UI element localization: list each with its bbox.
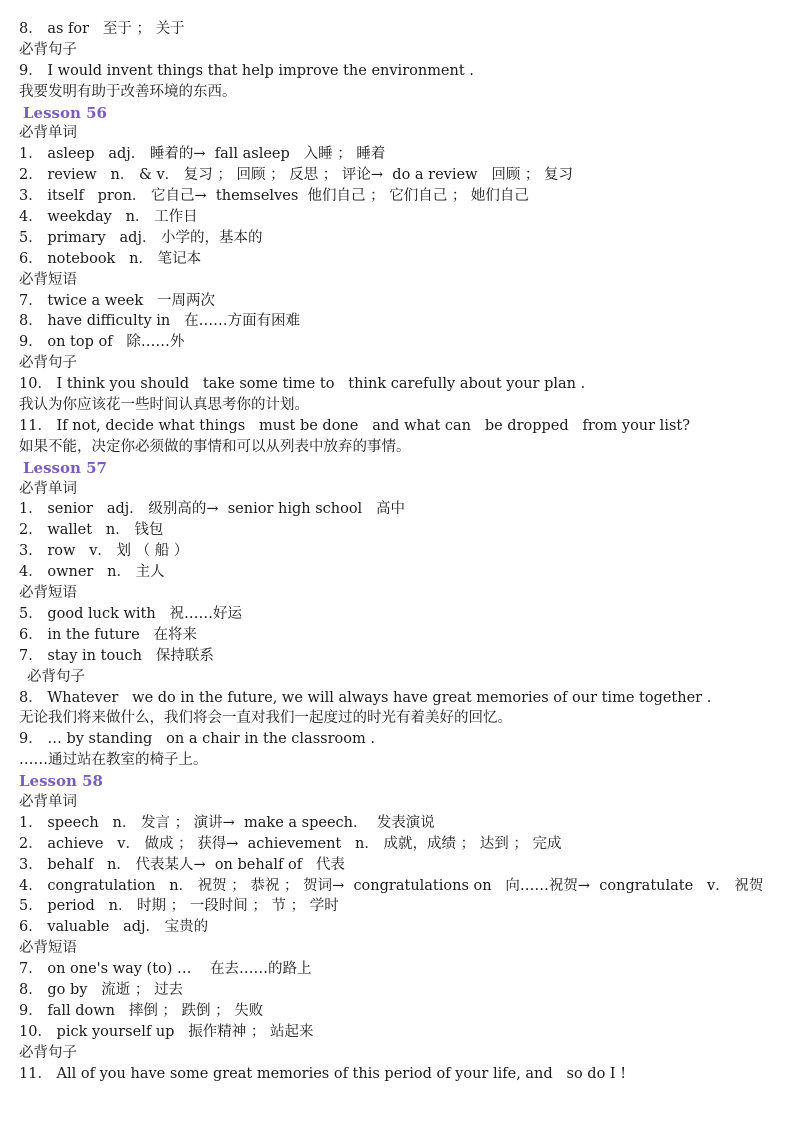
text-line: 3． row v． 划 （ 船 ） [19,543,189,560]
text-line: 2． achieve v． 做成 ； 获得→ achievement n． 成就，成绩 ； 达到 ； 完成 [19,835,562,852]
section-heading: 必背句子 [19,1044,77,1061]
text-line: 8． go by 流逝 ； 过去 [19,981,183,998]
text-line: 4． owner n． 主人 [19,564,165,581]
text-line: 8． as for 至于 ； 关于 [19,21,185,37]
text-line: 2． wallet n． 钱包 [19,522,164,539]
section-heading: 必背单词 [19,125,77,142]
text-line: 9． … by standing on a chair in the classroom . [19,731,375,748]
section-heading: 必背句子 [19,41,77,58]
section-heading: 必背短语 [19,585,77,602]
text-line: 4． congratulation n． 祝贺 ； 恭祝 ； 贺词→ congratulations on 向……祝贺→ congratulate v． 祝贺 [19,877,764,894]
text-line: 8． Whatever we do in the future, we will always have great memories of our time together . [19,689,712,706]
document-body [19,19,782,1084]
text-line: 5． period n． 时期 ； 一段时间 ； 节 ； 学时 [19,898,339,915]
text-line: 7． twice a week 一周两次 [19,292,215,309]
text-line: 11． If not, decide what things must be done and what can be dropped from your list? [19,417,691,434]
text-line: 4． weekday n． 工作日 [19,209,198,226]
text-line: 无论我们将来做什么，我们将会一直对我们一起度过的时光有着美好的回忆。 [19,710,512,727]
section-heading: 必背短语 [19,271,77,288]
text-line: 9． I would invent things that help improve the environment . [19,62,474,79]
text-line: 我要发明有助于改善环境的东西。 [19,83,237,100]
text-line: ……通过站在教室的椅子上。 [19,752,208,769]
text-line: 6． in the future 在将来 [19,626,197,643]
text-line: 9． on top of 除……外 [19,334,185,351]
section-heading: 必背单词 [19,793,77,810]
text-line: 我认为你应该花一些时间认真思考你的计划。 [19,397,309,414]
text-line: 8． have difficulty in 在……方面有困难 [19,313,301,330]
text-line: 7． stay in touch 保持联系 [19,647,214,664]
text-line: 3． behalf n． 代表某人→ on behalf of 代表 [19,856,345,873]
text-line: 如果不能，决定你必须做的事情和可以从列表中放弃的事情。 [19,438,411,455]
text-line: 6． valuable adj． 宝贵的 [19,919,209,936]
text-line: 2． review n． & v． 复习 ； 回顾 ； 反思 ； 评论→ do a review 回顾 ； 复习 [19,167,574,184]
section-heading: 必背句子 [27,668,85,685]
section-heading: 必背句子 [19,355,77,372]
lesson-heading: Lesson 56 [23,103,107,122]
text-line: 1． senior adj． 级别高的→ senior high school 高中 [19,501,406,518]
text-line: 7． on one's way (to) … 在去……的路上 [19,961,312,978]
section-heading: 必背短语 [19,940,77,957]
text-line: 1． asleep adj． 睡着的→ fall asleep 入睡 ； 睡着 [19,146,386,163]
text-line: 11． All of you have some great memories of this period of your life, and so do I ! [19,1065,627,1082]
text-line: 3． itself pron． 它自己→ themselves 他们自己 ； 它们自己 ； 她们自己 [19,188,529,205]
lesson-heading: Lesson 58 [19,772,103,791]
text-line: 5． primary adj． 小学的，基本的 [19,229,263,246]
text-line: 6． notebook n． 笔记本 [19,250,202,267]
text-line: 9． fall down 摔倒 ； 跌倒 ； 失败 [19,1002,264,1019]
text-line: 5． good luck with 祝……好运 [19,605,243,622]
text-line: 10． I think you should take some time to think carefully about your plan . [19,376,586,393]
section-heading: 必背单词 [19,480,77,497]
text-line: 1． speech n． 发言 ； 演讲→ make a speech． 发表演说 [19,814,435,831]
lesson-heading: Lesson 57 [23,458,107,477]
text-line: 10． pick yourself up 振作精神 ； 站起来 [19,1023,314,1040]
